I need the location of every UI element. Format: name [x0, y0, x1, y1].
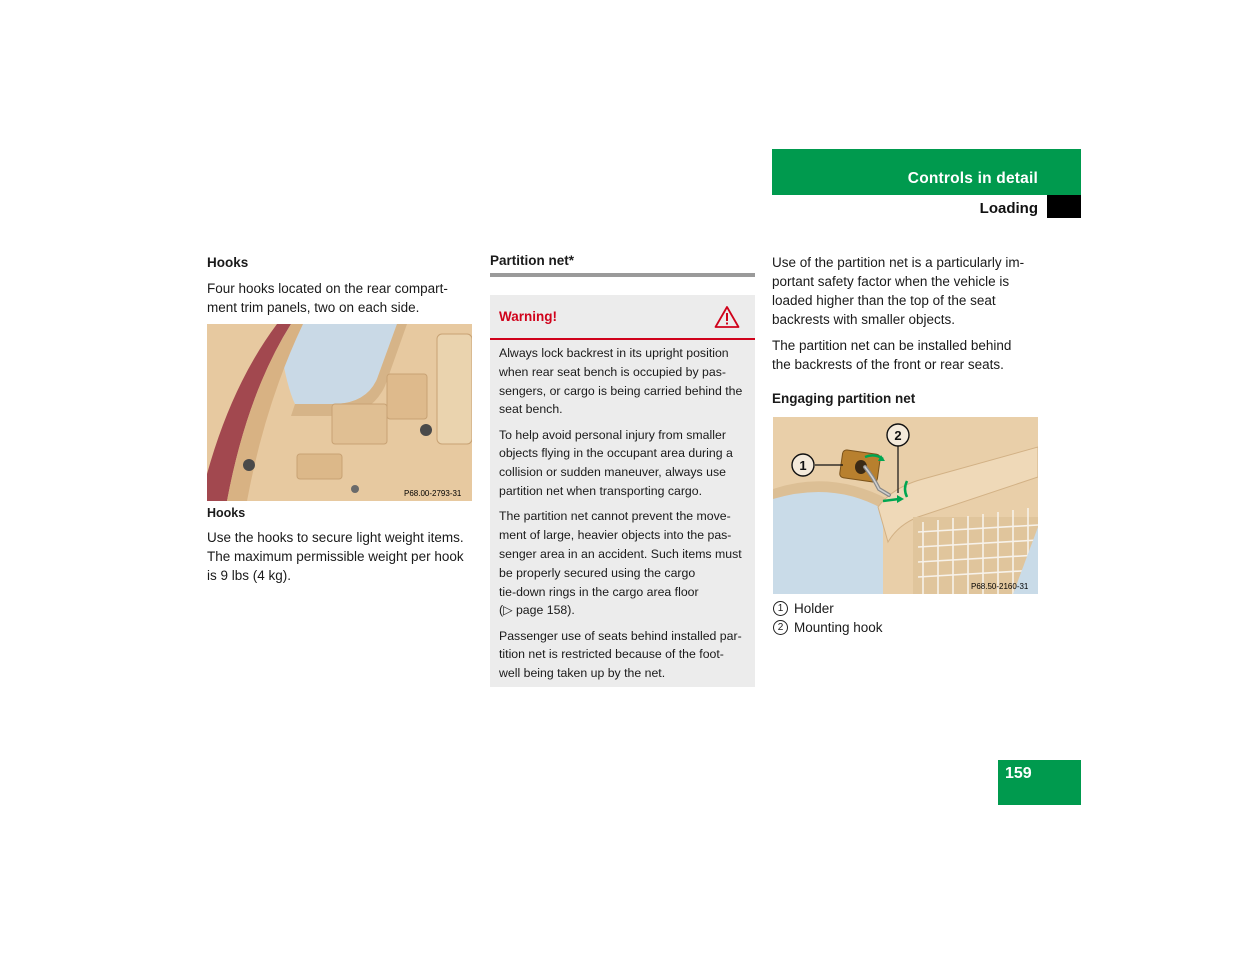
partition-net-illustration [773, 417, 1038, 594]
description-paragraph-1: Use of the partition net is a particularly im- portant safety factor when the vehicle is loaded higher than the top of the seat backrests with smaller objects. [772, 255, 1025, 327]
subsection-title: Loading [979, 200, 1038, 217]
hooks-body [207, 528, 475, 585]
warning-paragraph: Always lock backrest in its upright position when rear seat bench is occupied by pas- sengers, or cargo is being carried behind the seat bench. [499, 346, 743, 417]
hooks-caption: Hooks [207, 506, 246, 520]
partition-description [772, 253, 1044, 381]
callout-1: 1 [799, 458, 807, 473]
heading-rule [490, 273, 755, 277]
description-paragraph-2: The partition net can be installed behind the backrests of the front or rear seats. [772, 338, 1012, 372]
warning-divider [490, 338, 755, 340]
hooks-illustration [207, 324, 472, 501]
warning-paragraph: The partition net cannot prevent the move- ment of large, heavier objects into the pas- senger area in an accident. Such items must be properly secured using the cargo tie-down rings in the cargo area floor (▷ page 158). [499, 507, 749, 620]
hooks-section [207, 253, 473, 317]
legend-item [773, 618, 883, 637]
partition-heading: Partition net* [490, 253, 575, 268]
warning-text [499, 344, 749, 690]
engaging-heading: Engaging partition net [772, 391, 916, 406]
legend-label: Holder [794, 601, 834, 616]
legend-number: 2 [773, 620, 788, 635]
hooks-intro-line2: ment trim panels, two on each side. [207, 300, 420, 315]
warning-triangle-icon [714, 305, 740, 329]
hooks-body-line1: Use the hooks to secure light weight items. [207, 530, 464, 545]
callout-2: 2 [894, 428, 902, 443]
warning-paragraph: Passenger use of seats behind installed par- tition net is restricted because of the foot- well being taken up by the net. [499, 628, 742, 681]
legend-number: 1 [773, 601, 788, 616]
legend-item [773, 599, 883, 618]
hooks-heading: Hooks [207, 255, 249, 270]
legend-label: Mounting hook [794, 620, 883, 635]
hooks-figure-code: P68.00-2793-31 [404, 489, 462, 498]
hooks-body-line2: The maximum permissible weight per hook [207, 549, 464, 564]
hooks-body-line3: is 9 lbs (4 kg). [207, 568, 292, 583]
hooks-intro-line1: Four hooks located on the rear compart- [207, 281, 448, 296]
warning-title: Warning! [499, 309, 557, 324]
page-reference-link[interactable]: (▷ page 158). [499, 603, 575, 618]
subsection-marker [1047, 195, 1081, 218]
warning-paragraph: To help avoid personal injury from smaller objects flying in the occupant area during a collision or sudden maneuver, always use partition net when transporting cargo. [499, 427, 733, 499]
partition-figure-code: P68.50-2160-31 [971, 582, 1029, 591]
page-number: 159 [1005, 765, 1032, 782]
figure-legend [773, 599, 883, 637]
section-title: Controls in detail [907, 170, 1038, 187]
